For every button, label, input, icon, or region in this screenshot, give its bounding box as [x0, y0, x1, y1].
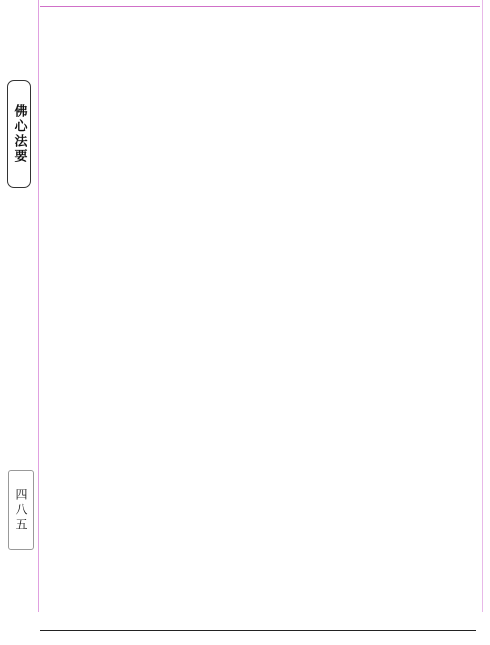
top-border — [40, 6, 480, 7]
bottom-border — [40, 630, 476, 631]
left-margin-line — [38, 0, 39, 612]
book-title-tab — [7, 80, 31, 188]
page-number: 四八五 — [14, 487, 28, 533]
book-title: 佛心法要 — [11, 104, 27, 164]
page-number-box — [8, 470, 34, 550]
right-margin-line — [482, 0, 483, 612]
